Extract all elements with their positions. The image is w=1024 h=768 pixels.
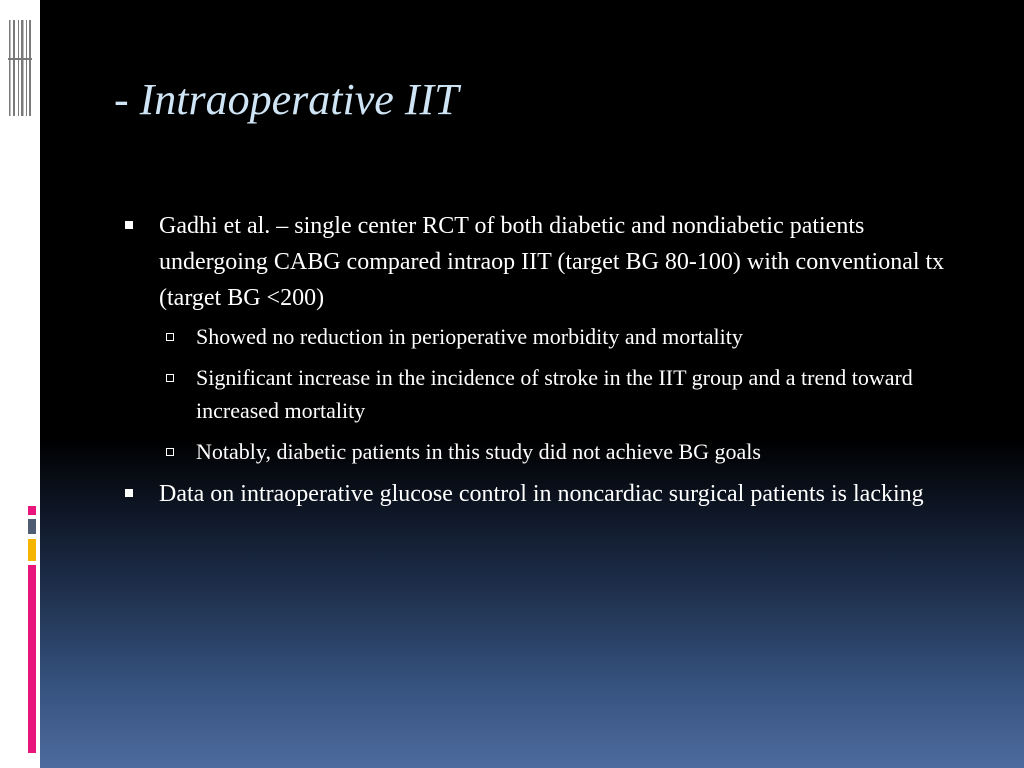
accent-gray xyxy=(28,519,36,534)
hollow-square-bullet-icon xyxy=(166,374,174,382)
bullet-text: Gadhi et al. – single center RCT of both diabetic and nondiabetic patients undergoing CABG compared intraop IIT (target BG 80-100) with conventional tx (target BG <200) xyxy=(159,213,945,311)
sub-bullet-item xyxy=(159,361,964,427)
sub-bullet-list xyxy=(159,320,964,468)
sub-bullet-text: Notably, diabetic patients in this study did not achieve BG goals xyxy=(196,439,761,464)
sub-bullet-text: Significant increase in the incidence of stroke in the IIT group and a trend toward increased mortality xyxy=(196,365,913,423)
left-decorative-strip xyxy=(0,0,40,768)
bullet-item xyxy=(124,208,964,468)
slide-content xyxy=(124,208,964,518)
window-lines-icon xyxy=(5,18,35,118)
accent-yellow xyxy=(28,539,36,561)
sub-bullet-text: Showed no reduction in perioperative morbidity and mortality xyxy=(196,324,743,349)
bullet-item xyxy=(124,476,964,512)
slide-title xyxy=(114,70,974,130)
title-dash: - xyxy=(114,75,140,124)
sub-bullet-item xyxy=(159,435,964,468)
accent-pink-small xyxy=(28,506,36,515)
square-bullet-icon xyxy=(125,489,133,497)
hollow-square-bullet-icon xyxy=(166,333,174,341)
square-bullet-icon xyxy=(125,221,133,229)
hollow-square-bullet-icon xyxy=(166,448,174,456)
bullet-text: Data on intraoperative glucose control in noncardiac surgical patients is lacking xyxy=(159,481,924,507)
title-text: Intraoperative IIT xyxy=(139,75,459,124)
accent-pink-long xyxy=(28,565,36,753)
sub-bullet-item xyxy=(159,320,964,353)
